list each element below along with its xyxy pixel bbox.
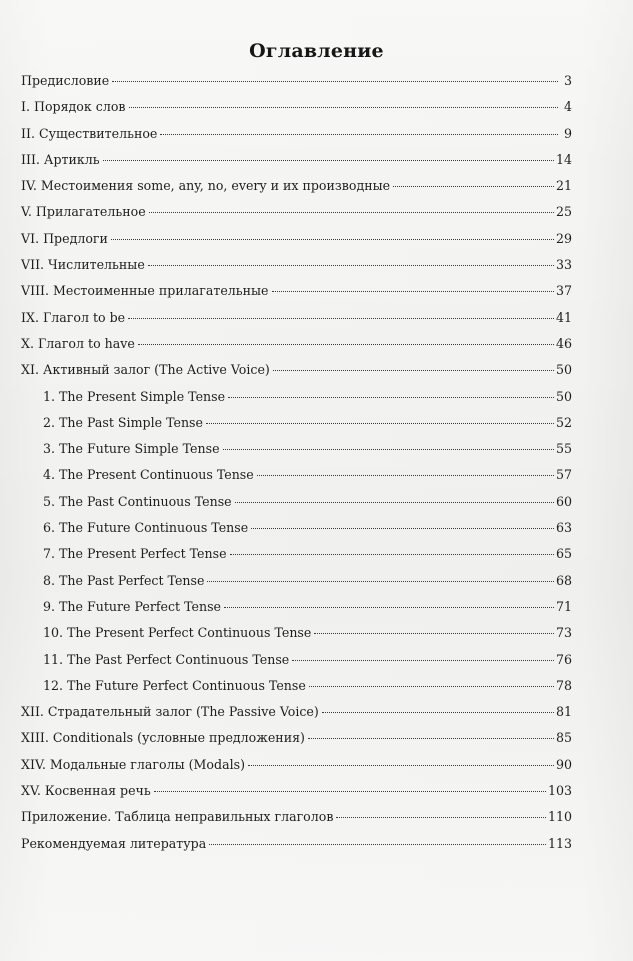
toc-entry[interactable] (21, 305, 572, 331)
toc-entry-label: XV. Косвенная речь (21, 783, 151, 799)
dot-leader (292, 660, 554, 661)
toc-entry[interactable] (21, 725, 572, 751)
toc-entry-label: 3. The Future Simple Tense (43, 441, 220, 457)
toc-entry-page-number: 71 (555, 598, 572, 614)
dot-leader (138, 344, 554, 345)
dot-leader (309, 686, 554, 687)
dot-leader (257, 475, 554, 476)
toc-entry-label: 9. The Future Perfect Tense (43, 598, 221, 614)
toc-entry-page-number: 9 (563, 125, 572, 141)
toc-entry-page-number: 52 (555, 414, 572, 430)
dot-leader (314, 633, 554, 634)
toc-entry[interactable] (21, 121, 572, 147)
dot-leader (112, 81, 558, 82)
toc-entry[interactable] (21, 357, 572, 383)
toc-subentry[interactable] (21, 673, 572, 699)
toc-entry-page-number: 14 (555, 151, 572, 167)
toc-entry-label: X. Глагол to have (21, 335, 135, 351)
toc-entry-page-number: 103 (547, 783, 572, 799)
page-title: Оглавление (249, 40, 384, 62)
toc-entry-page-number: 76 (555, 651, 572, 667)
toc-entry-label: III. Артикль (21, 151, 100, 167)
toc-subentry[interactable] (21, 541, 572, 567)
toc-entry-label: 2. The Past Simple Tense (43, 414, 203, 430)
toc-entry-page-number: 41 (555, 309, 572, 325)
toc-entry-label: 7. The Present Perfect Tense (43, 546, 227, 562)
toc-entry-label: 12. The Future Perfect Continuous Tense (43, 677, 306, 693)
toc-entry-page-number: 25 (555, 204, 572, 220)
toc-entry[interactable] (21, 699, 572, 725)
toc-entry-label: XII. Страдательный залог (The Passive Voice) (21, 704, 319, 720)
toc-subentry[interactable] (21, 384, 572, 410)
toc-entry-label: VI. Предлоги (21, 230, 108, 246)
toc-entry-label: 11. The Past Perfect Continuous Tense (43, 651, 290, 667)
dot-leader (207, 581, 554, 582)
table-of-contents (21, 68, 572, 857)
toc-entry-page-number: 68 (555, 572, 572, 588)
toc-entry[interactable] (21, 68, 572, 94)
toc-entry-page-number: 29 (555, 230, 572, 246)
dot-leader (248, 765, 554, 766)
toc-entry[interactable] (21, 147, 572, 173)
toc-subentry[interactable] (21, 515, 572, 541)
dot-leader (160, 134, 558, 135)
toc-subentry[interactable] (21, 594, 572, 620)
toc-entry-label: I. Порядок слов (21, 99, 126, 115)
dot-leader (209, 844, 546, 845)
dot-leader (103, 160, 554, 161)
toc-entry-page-number: 110 (547, 809, 572, 825)
toc-entry[interactable] (21, 331, 572, 357)
toc-entry-label: XIII. Conditionals (условные предложения) (21, 730, 305, 746)
dot-leader (154, 791, 546, 792)
toc-entry-label: II. Существительное (21, 125, 158, 141)
dot-leader (272, 291, 554, 292)
toc-entry-page-number: 50 (555, 388, 572, 404)
toc-entry-page-number: 60 (555, 493, 572, 509)
toc-entry[interactable] (21, 778, 572, 804)
toc-entry[interactable] (21, 831, 572, 857)
toc-entry-label: XIV. Модальные глаголы (Modals) (21, 756, 245, 772)
toc-subentry[interactable] (21, 620, 572, 646)
dot-leader (308, 738, 554, 739)
dot-leader (111, 239, 554, 240)
dot-leader (224, 607, 554, 608)
toc-entry-page-number: 65 (555, 546, 572, 562)
dot-leader (128, 318, 554, 319)
toc-entry-page-number: 81 (555, 704, 572, 720)
toc-entry-page-number: 33 (555, 257, 572, 273)
toc-entry-label: VII. Числительные (21, 257, 145, 273)
toc-entry-label: XI. Активный залог (The Active Voice) (21, 362, 270, 378)
toc-entry-page-number: 55 (555, 441, 572, 457)
toc-entry-label: 6. The Future Continuous Tense (43, 520, 249, 536)
dot-leader (148, 265, 554, 266)
toc-entry-label: 8. The Past Perfect Tense (43, 572, 205, 588)
toc-entry-page-number: 57 (555, 467, 572, 483)
toc-entry-page-number: 73 (555, 625, 572, 641)
toc-entry-label: Предисловие (21, 73, 110, 88)
toc-subentry[interactable] (21, 647, 572, 673)
dot-leader (251, 528, 554, 529)
toc-entry[interactable] (21, 278, 572, 304)
toc-entry-page-number: 4 (563, 99, 572, 115)
toc-entry-page-number: 85 (555, 730, 572, 746)
toc-entry-page-number: 46 (555, 335, 572, 351)
toc-entry-label: 1. The Present Simple Tense (43, 388, 226, 404)
toc-entry[interactable] (21, 804, 572, 830)
toc-subentry[interactable] (21, 489, 572, 515)
toc-subentry[interactable] (21, 568, 572, 594)
toc-entry-page-number: 113 (547, 835, 572, 851)
toc-entry-label: Приложение. Таблица неправильных глаголов (21, 809, 334, 825)
toc-entry-label: VIII. Местоименные прилагательные (21, 283, 269, 299)
toc-subentry[interactable] (21, 436, 572, 462)
toc-entry[interactable] (21, 173, 572, 199)
dot-leader (230, 554, 554, 555)
toc-entry-page-number: 90 (555, 756, 572, 772)
dot-leader (206, 423, 554, 424)
toc-entry-page-number: 50 (555, 362, 572, 378)
dot-leader (149, 212, 554, 213)
toc-entry-page-number: 63 (555, 520, 572, 536)
toc-entry-label: 5. The Past Continuous Tense (43, 493, 232, 509)
toc-entry[interactable] (21, 752, 572, 778)
toc-entry[interactable] (21, 226, 572, 252)
toc-entry[interactable] (21, 199, 572, 225)
toc-subentry[interactable] (21, 462, 572, 488)
toc-entry-page-number: 21 (555, 178, 572, 194)
dot-leader (228, 397, 554, 398)
toc-entry-page-number: 3 (563, 73, 572, 88)
toc-entry-label: IV. Местоимения some, any, no, every и их производные (21, 178, 391, 194)
dot-leader (273, 370, 554, 371)
toc-entry-label: 4. The Present Continuous Tense (43, 467, 254, 483)
toc-entry-label: 10. The Present Perfect Continuous Tense (43, 625, 312, 641)
dot-leader (235, 502, 554, 503)
toc-entry-page-number: 37 (555, 283, 572, 299)
dot-leader (223, 449, 554, 450)
toc-entry-label: V. Прилагательное (21, 204, 146, 220)
toc-entry-label: Рекомендуемая литература (21, 835, 207, 851)
toc-subentry[interactable] (21, 410, 572, 436)
dot-leader (129, 107, 559, 108)
dot-leader (322, 712, 554, 713)
toc-entry-label: IX. Глагол to be (21, 309, 126, 325)
toc-entry-page-number: 78 (555, 677, 572, 693)
dot-leader (393, 186, 554, 187)
toc-entry[interactable] (21, 252, 572, 278)
dot-leader (336, 817, 546, 818)
toc-entry[interactable] (21, 94, 572, 120)
